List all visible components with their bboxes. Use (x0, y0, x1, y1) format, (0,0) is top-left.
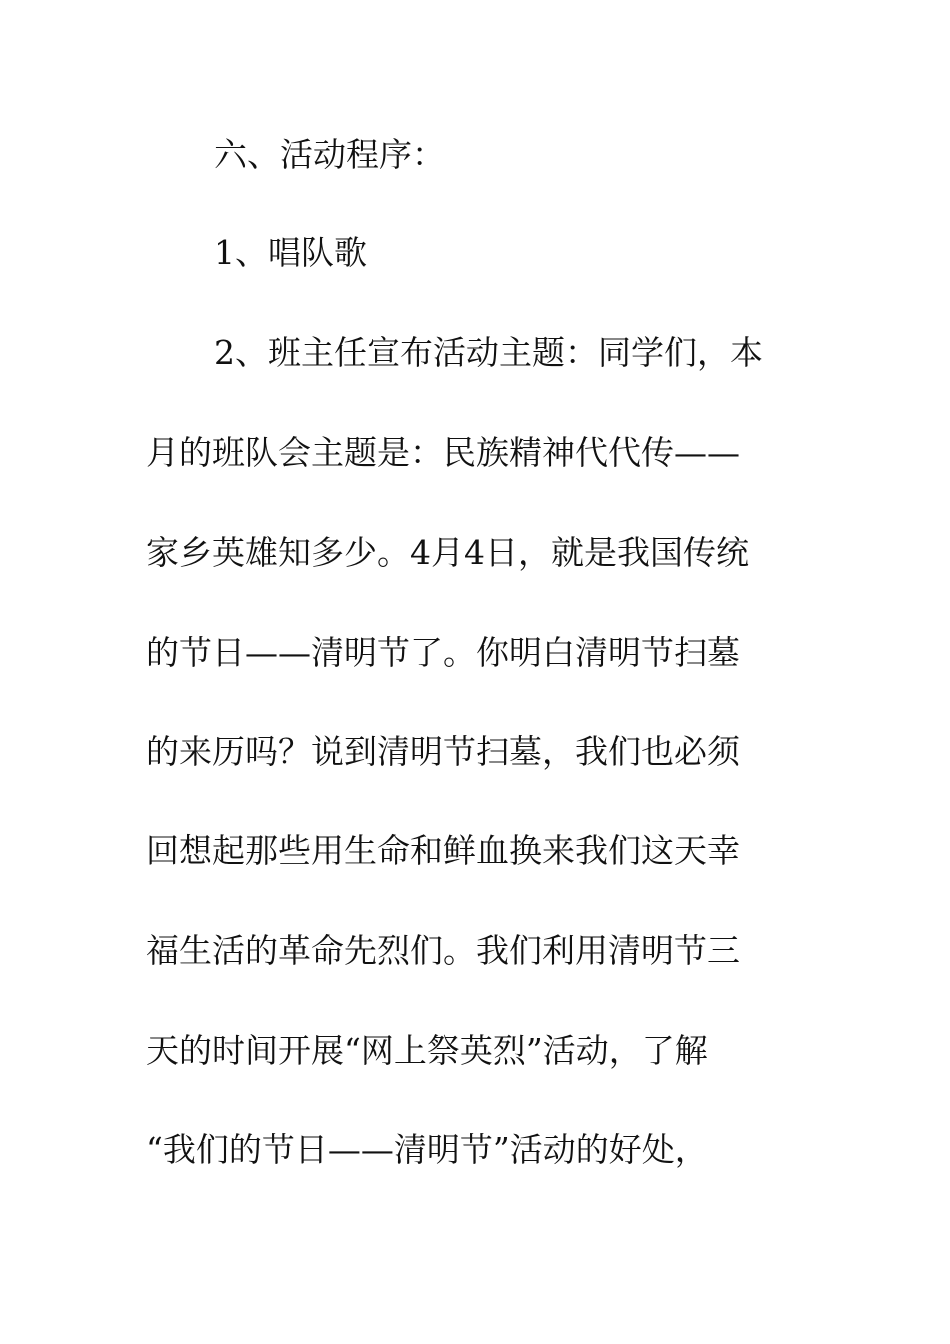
paragraph-line: 的节日——清明节了。你明白清明节扫墓 (146, 633, 740, 672)
paragraph-line: 家乡英雄知多少。4月4日，就是我国传统 (146, 533, 749, 572)
paragraph-line: 回想起那些用生命和鲜血换来我们这天幸 (146, 831, 740, 870)
paragraph-line: 月的班队会主题是：民族精神代代传—— (146, 433, 740, 472)
section-heading: 六、活动程序： (214, 135, 445, 174)
paragraph-line: “我们的节日——清明节”活动的好处， (146, 1130, 708, 1169)
list-item: 1、唱队歌 (214, 233, 367, 272)
paragraph-line: 的来历吗？说到清明节扫墓，我们也必须 (146, 732, 740, 771)
paragraph-line: 天的时间开展“网上祭英烈”活动，了解 (146, 1031, 708, 1070)
paragraph-line: 2、班主任宣布活动主题：同学们，本 (214, 333, 763, 372)
paragraph-line: 福生活的革命先烈们。我们利用清明节三 (146, 931, 740, 970)
